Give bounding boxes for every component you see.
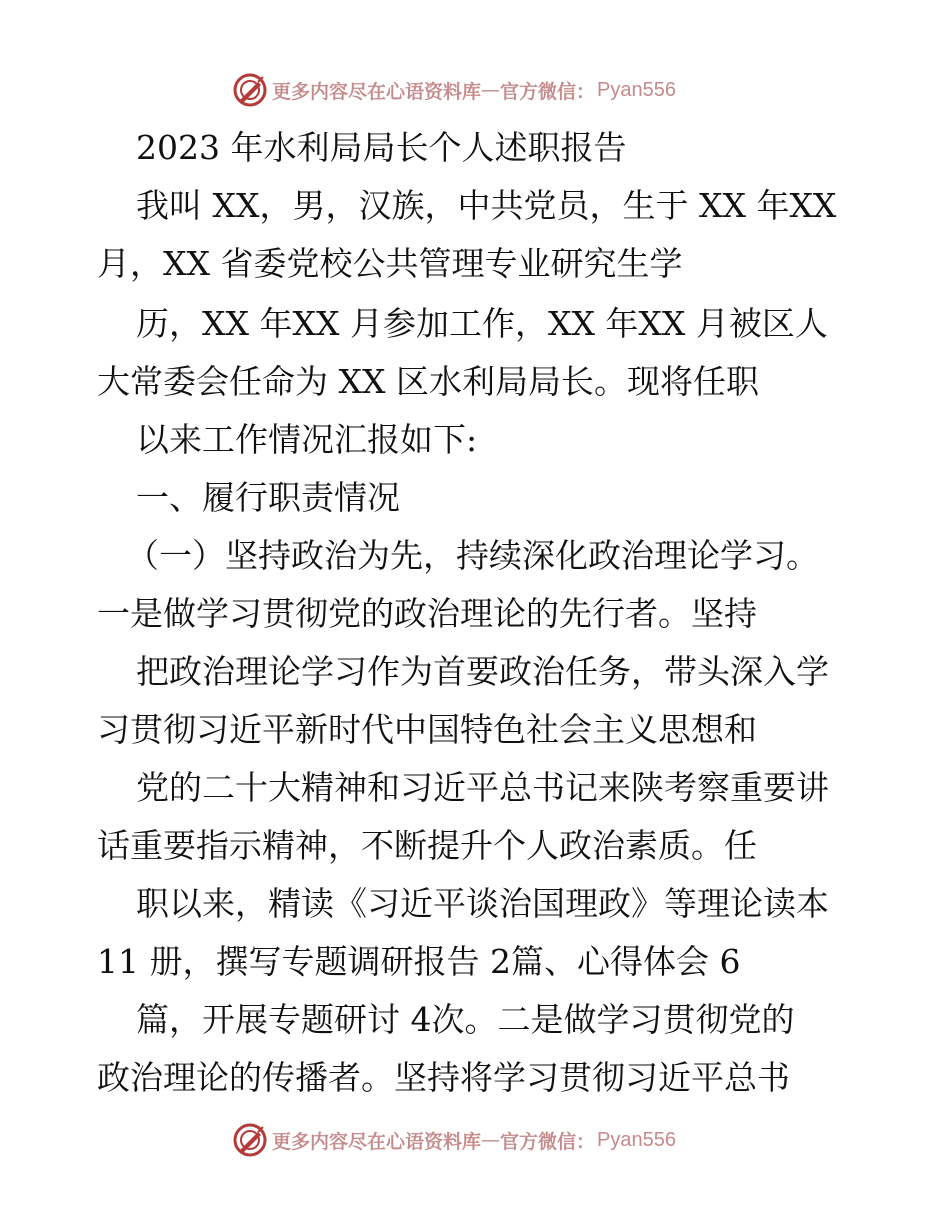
text-line: 职以来，精读《习近平谈治国理政》等理论读本 (136, 884, 829, 923)
text-line: 一是做学习贯彻党的政治理论的先行者。坚持 (97, 594, 757, 633)
watermark-separator: — (481, 79, 501, 101)
watermark-label: 官方微信： (500, 80, 596, 103)
watermark-text: 更多内容尽在心语资料库 (272, 1130, 482, 1153)
text-line: 话重要指示精神，不断提升个人政治素质。任 (97, 826, 757, 865)
text-line: 大常委会任命为 XX 区水利局局长。现将任职 (97, 362, 759, 401)
section-heading: 一、履行职责情况 (136, 478, 400, 517)
text-line: 篇，开展专题研讨 4次。二是做学习贯彻党的 (136, 1000, 795, 1039)
document-title: 2023 年水利局局长个人述职报告 (136, 128, 627, 167)
header-watermark (232, 70, 676, 110)
text-line: 政治理论的传播者。坚持将学习贯彻习近平总书 (97, 1058, 790, 1097)
pen-logo-icon (232, 72, 268, 108)
text-line: 习贯彻习近平新时代中国特色社会主义思想和 (97, 710, 757, 749)
watermark-id: Pyan556 (597, 1128, 676, 1151)
text-line: 党的二十大精神和习近平总书记来陕考察重要讲 (136, 768, 829, 807)
footer-watermark (232, 1120, 676, 1160)
text-line: 月，XX 省委党校公共管理专业研究生学 (97, 244, 683, 283)
subsection-heading: （一）坚持政治为先，持续深化政治理论学习。 (126, 536, 819, 575)
watermark-label: 官方微信： (500, 1130, 596, 1153)
watermark-separator: — (481, 1129, 501, 1151)
text-line: 把政治理论学习作为首要政治任务，带头深入学 (136, 652, 829, 691)
pen-logo-icon (232, 1122, 268, 1158)
text-line: 11 册，撰写专题调研报告 2篇、心得体会 6 (97, 942, 741, 981)
text-line: 以来工作情况汇报如下: (136, 420, 478, 459)
text-line: 我叫 XX，男，汉族，中共党员，生于 XX 年XX (136, 186, 837, 225)
watermark-id: Pyan556 (597, 78, 676, 101)
text-line: 历，XX 年XX 月参加工作，XX 年XX 月被区人 (136, 304, 828, 343)
watermark-text: 更多内容尽在心语资料库 (272, 80, 482, 103)
